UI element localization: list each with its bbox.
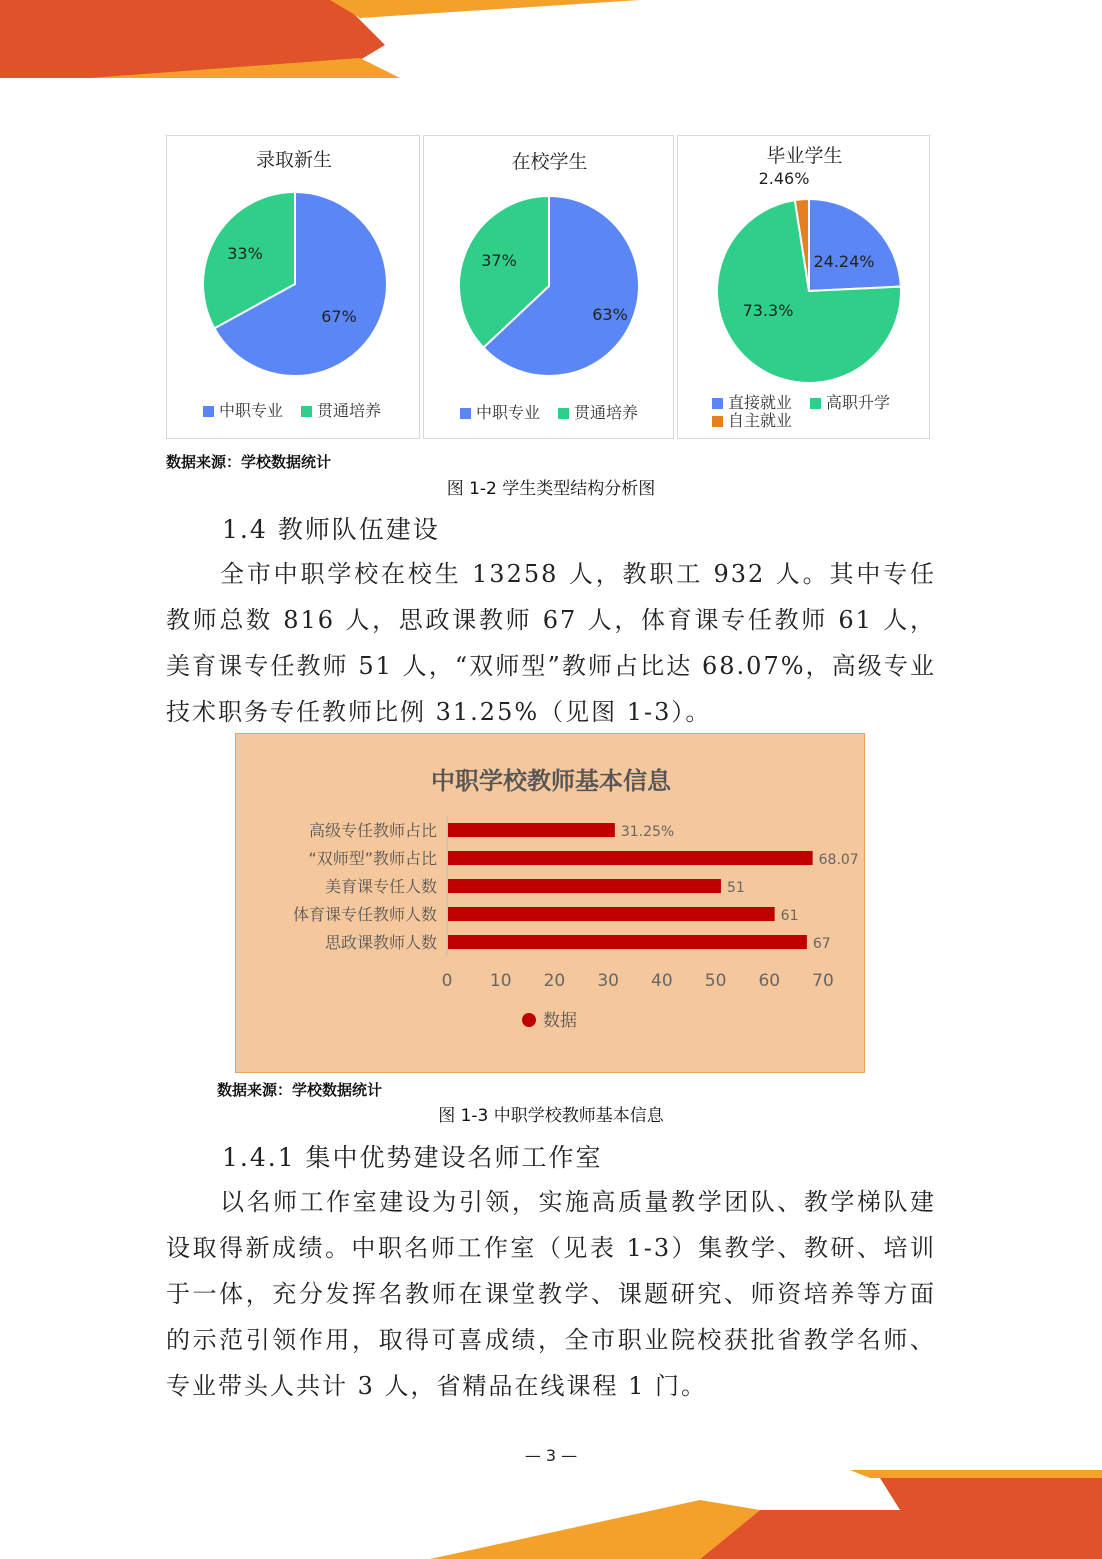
y-category-label: 高级专任教师占比 — [308, 821, 437, 840]
legend-label: 直接就业 — [728, 393, 793, 412]
bar-value-label: 31.25% — [620, 824, 675, 840]
x-tick-label: 0 — [441, 971, 453, 991]
pie-title: 录取新生 — [255, 149, 333, 171]
x-tick-label: 60 — [758, 971, 781, 991]
pie-data-label: 2.46% — [758, 169, 810, 188]
pie-data-label: 37% — [481, 251, 517, 270]
legend-swatch — [810, 398, 821, 409]
legend-label: 高职升学 — [826, 393, 891, 412]
legend-marker — [522, 1013, 536, 1027]
bar-value-label: 51 — [726, 880, 745, 896]
legend-label: 自主就业 — [728, 411, 793, 430]
footer-yellow-strip-3 — [430, 1500, 760, 1559]
x-tick-label: 40 — [651, 971, 673, 991]
pie-chart-enrolled — [423, 135, 674, 439]
pie-title: 在校学生 — [511, 151, 588, 173]
bar — [448, 935, 807, 949]
footer-yellow-strip — [850, 1470, 1102, 1478]
bar-value-label: 67 — [812, 936, 831, 952]
legend-swatch — [712, 416, 723, 427]
y-category-label: 美育课专任人数 — [324, 877, 437, 896]
legend-swatch — [558, 408, 569, 419]
pie-title: 毕业学生 — [766, 145, 843, 167]
pie-chart-graduates — [677, 135, 930, 439]
pie-data-label: 33% — [227, 244, 263, 263]
section-heading: 1.4 教师队伍建设 — [222, 515, 440, 544]
legend-swatch — [203, 406, 214, 417]
footer-orange-band — [700, 1478, 1102, 1559]
bar-chart-teachers — [235, 733, 865, 1073]
bar — [448, 879, 721, 893]
legend-label: 中职专业 — [219, 401, 284, 420]
legend-swatch — [460, 408, 471, 419]
legend-label: 中职专业 — [476, 403, 541, 422]
pie-data-label: 63% — [592, 305, 628, 324]
body-paragraph: 全市中职学校在校生 13258 人，教职工 932 人。其中专任教师总数 816 人，思政课教师 67 人，体育课专任教师 61 人，美育课专任教师 51 人，“双师型”教师占比达 68.07%，高级专业技术职务专任教师比例 31.25%（见图 1-3）。 — [166, 560, 936, 726]
legend-swatch — [301, 406, 312, 417]
body-paragraph: 以名师工作室建设为引领，实施高质量教学团队、教学梯队建设取得新成绩。中职名师工作室（见表 1-3）集教学、教研、培训于一体，充分发挥名教师在课堂教学、课题研究、师资培养等方面的示范引领作用，取得可喜成绩，全市职业院校获批省教学名师、专业带头人共计 3 人，省精品在线课程 1 门。 — [166, 1188, 936, 1400]
bar — [448, 823, 615, 837]
figure-caption: 图 1-2 学生类型结构分析图 — [446, 479, 656, 499]
y-category-label: “双师型”教师占比 — [308, 849, 437, 868]
pie-data-label: 67% — [321, 307, 357, 326]
figure-caption: 图 1-3 中职学校教师基本信息 — [438, 1106, 664, 1126]
bar-value-label: 61 — [780, 908, 799, 924]
pie-data-label: 73.3% — [742, 301, 794, 320]
x-tick-label: 50 — [704, 971, 727, 991]
legend-label: 贯通培养 — [317, 401, 382, 420]
y-category-label: 思政课教师人数 — [324, 933, 437, 952]
pie-data-label: 24.24% — [813, 252, 875, 271]
figure-source-note: 数据来源：学校数据统计 — [217, 1081, 383, 1099]
figure-source-note: 数据来源：学校数据统计 — [166, 453, 332, 471]
legend-label: 数据 — [543, 1011, 577, 1031]
subsection-heading: 1.4.1 集中优势建设名师工作室 — [222, 1143, 603, 1172]
y-category-label: 体育课专任教师人数 — [292, 905, 437, 924]
x-tick-label: 10 — [489, 971, 512, 991]
legend-swatch — [712, 398, 723, 409]
bar-value-label: 68.07 — [818, 852, 859, 868]
legend-label: 贯通培养 — [574, 403, 639, 422]
x-tick-label: 70 — [812, 971, 834, 991]
page-number: — 3 — — [524, 1446, 578, 1465]
header-yellow-strip — [330, 0, 640, 18]
pie-slice-1 — [809, 199, 901, 291]
bar — [448, 907, 775, 921]
pie-chart-admitted — [166, 135, 420, 439]
bar-chart-title: 中职学校教师基本信息 — [431, 767, 671, 795]
x-tick-label: 30 — [597, 971, 619, 991]
x-tick-label: 20 — [543, 971, 566, 991]
bar — [448, 851, 813, 865]
